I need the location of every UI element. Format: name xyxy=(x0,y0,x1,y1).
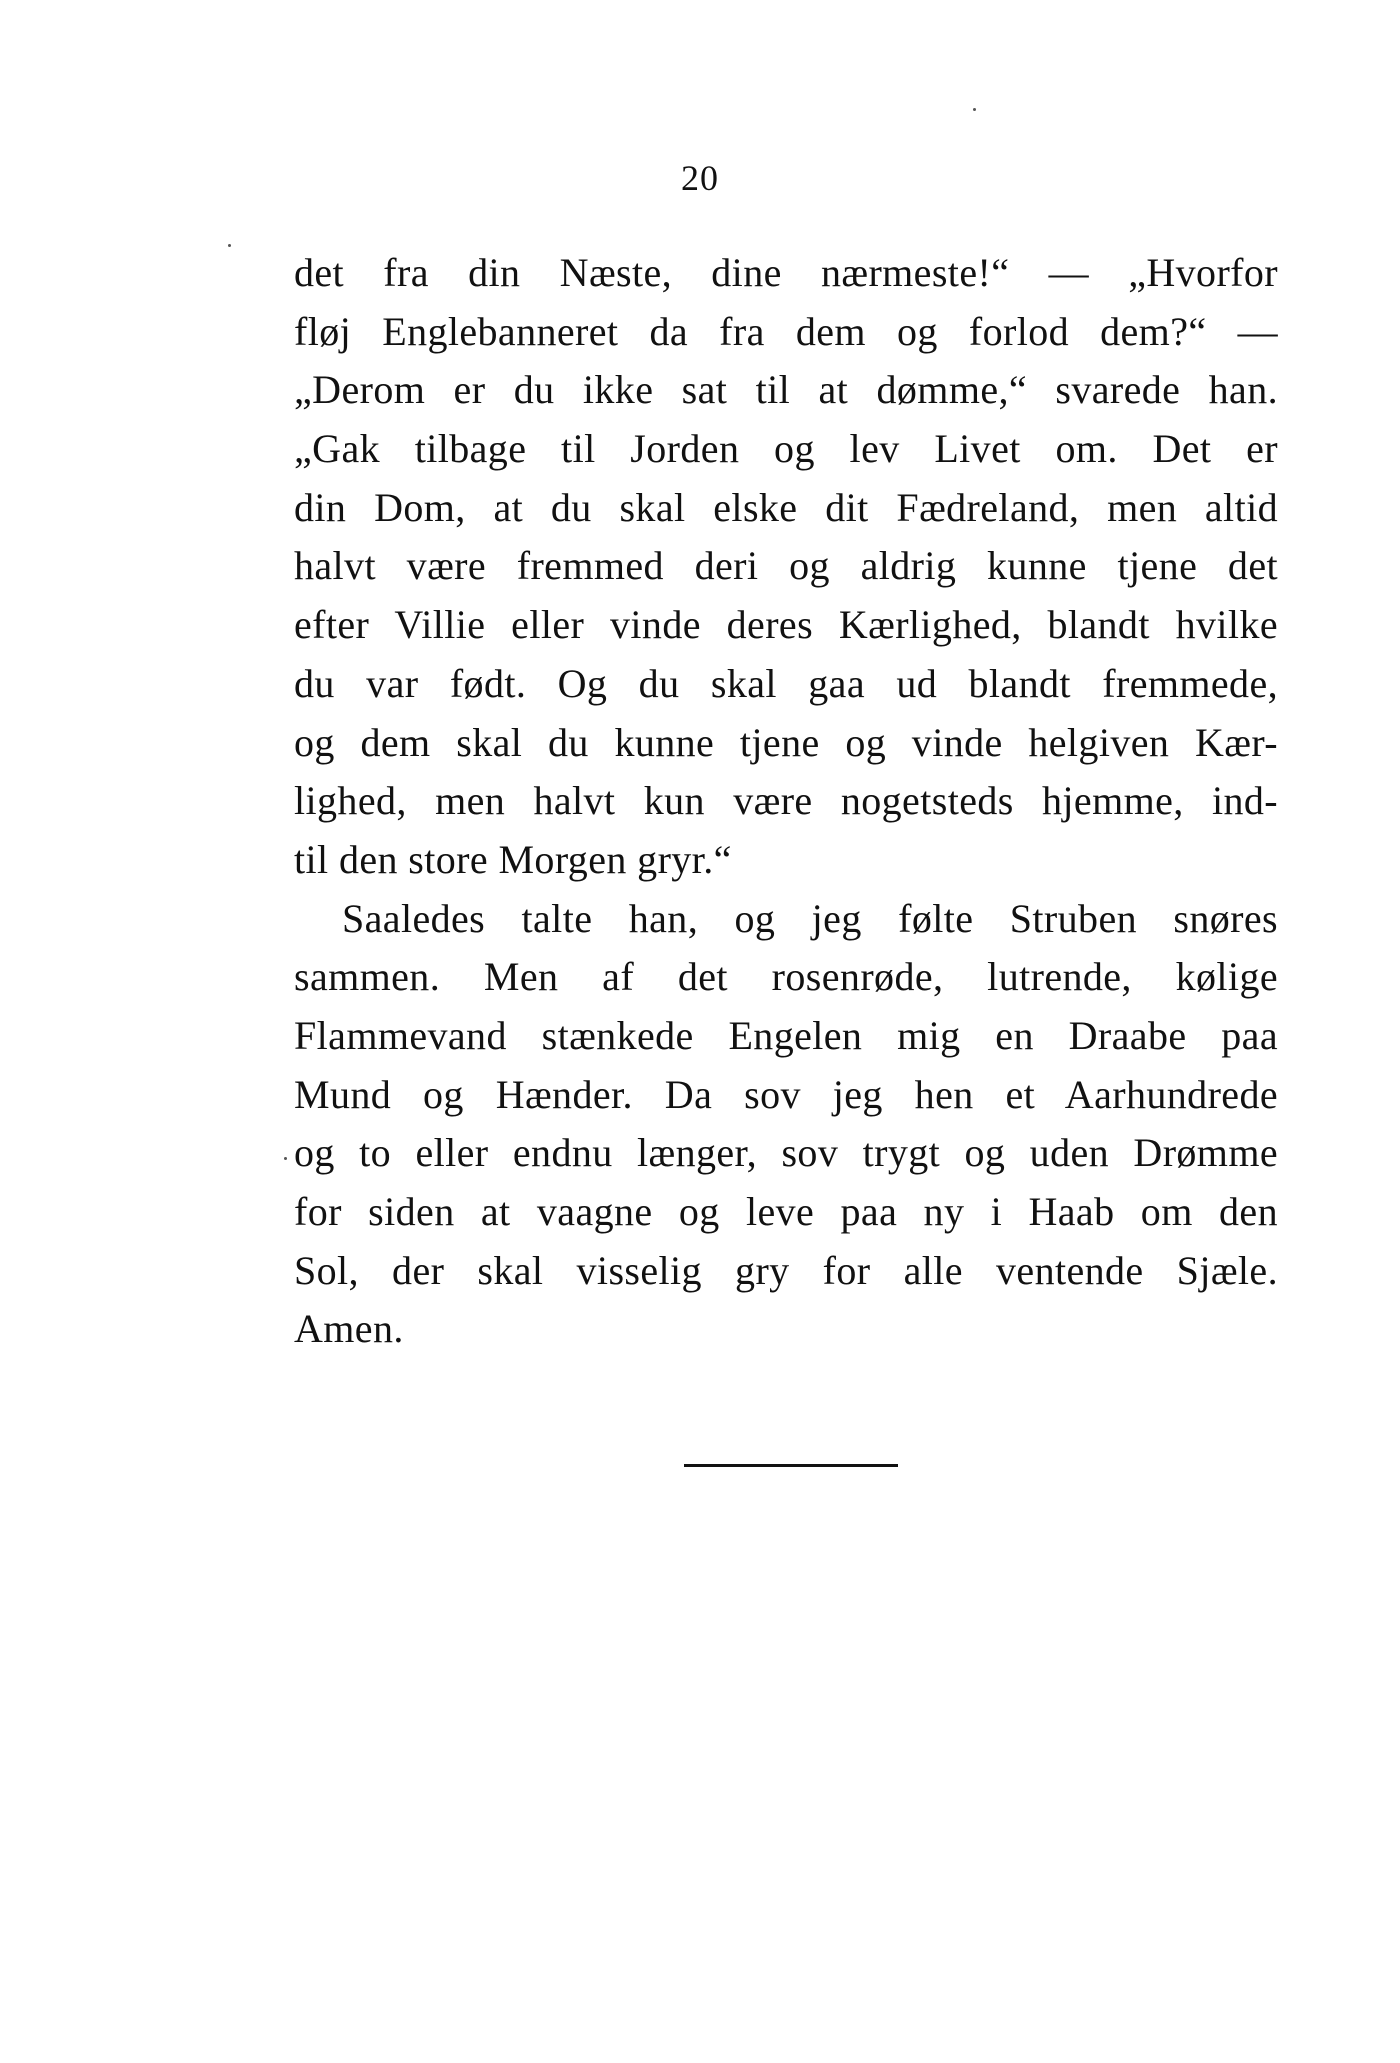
text-line: efter Villie eller vinde deres Kærlighed, blandt hvilke xyxy=(294,602,1278,648)
text-line: du var født. Og du skal gaa ud blandt fremmede, xyxy=(294,660,1278,706)
text-line: det fra din Næste, dine nærmeste!“ — „Hvorfor xyxy=(294,250,1278,295)
text-line: lighed, men halvt kun være nogetsteds hjemme, ind- xyxy=(294,778,1278,824)
body-text xyxy=(294,244,1278,1359)
text-line: din Dom, at du skal elske dit Fædreland, men altid xyxy=(294,484,1278,530)
text-line: „Derom er du ikke sat til at dømme,“ svarede han. xyxy=(294,367,1278,413)
text-line: Mund og Hænder. Da sov jeg hen et Aarhundrede xyxy=(294,1071,1278,1117)
text-line: „Gak tilbage til Jorden og lev Livet om. Det er xyxy=(294,426,1278,472)
text-line: sammen. Men af det rosenrøde, lutrende, kølige xyxy=(294,954,1278,1000)
text-line: halvt være fremmed deri og aldrig kunne tjene det xyxy=(294,543,1278,589)
text-line: for siden at vaagne og leve paa ny i Haab om den xyxy=(294,1189,1278,1234)
text-line: Flammevand stænkede Engelen mig en Draabe paa xyxy=(294,1012,1278,1058)
text-line-paragraph-start: Saaledes talte han, og jeg følte Struben snøres xyxy=(342,895,1278,941)
paper-speck xyxy=(228,244,231,247)
end-rule xyxy=(684,1464,898,1467)
text-line: til den store Morgen gryr.“ xyxy=(294,836,732,882)
text-line: og to eller endnu længer, sov trygt og uden Drømme xyxy=(294,1130,1278,1176)
text-line: fløj Englebanneret da fra dem og forlod dem?“ — xyxy=(294,308,1278,354)
text-line: og dem skal du kunne tjene og vinde helgiven Kær- xyxy=(294,719,1278,765)
text-line: Amen. xyxy=(294,1306,404,1352)
paper-speck xyxy=(284,1157,287,1160)
paper-speck xyxy=(973,108,976,111)
text-line: Sol, der skal visselig gry for alle ventende Sjæle. xyxy=(294,1247,1278,1293)
page-number: 20 xyxy=(681,158,719,198)
